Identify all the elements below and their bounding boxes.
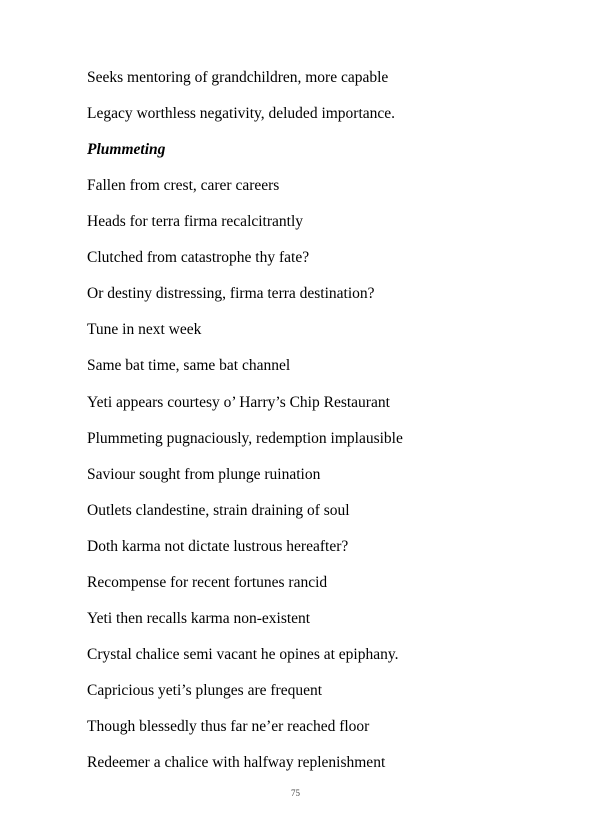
poem-line-11: Saviour sought from plunge ruination — [87, 466, 321, 483]
poem-line-6: Or destiny distressing, firma terra destination? — [87, 285, 375, 302]
poem-line-10: Plummeting pugnaciously, redemption implausible — [87, 430, 403, 447]
poem-line-4: Heads for terra firma recalcitrantly — [87, 213, 304, 230]
poem-line-13: Doth karma not dictate lustrous hereafter? — [87, 538, 349, 555]
poem-line-14: Recompense for recent fortunes rancid — [87, 574, 328, 591]
section-heading: Plummeting — [87, 141, 166, 158]
poem-line-7: Tune in next week — [87, 321, 202, 338]
poem-line-8: Same bat time, same bat channel — [87, 357, 291, 374]
poem-line-17: Capricious yeti’s plunges are frequent — [87, 682, 323, 699]
poem-line-16: Crystal chalice semi vacant he opines at epiphany. — [87, 646, 399, 663]
poem-line-3: Fallen from crest, carer careers — [87, 177, 280, 194]
poem-line-2: Legacy worthless negativity, deluded importance. — [87, 105, 396, 122]
poem-line-1: Seeks mentoring of grandchildren, more capable — [87, 69, 389, 86]
poem-line-9: Yeti appears courtesy o’ Harry’s Chip Restaurant — [87, 394, 390, 411]
poem-line-5: Clutched from catastrophe thy fate? — [87, 249, 310, 266]
poem-line-12: Outlets clandestine, strain draining of soul — [87, 502, 350, 519]
poem-line-18: Though blessedly thus far ne’er reached floor — [87, 718, 370, 735]
poem-line-15: Yeti then recalls karma non-existent — [87, 610, 311, 627]
poem-line-19: Redeemer a chalice with halfway replenishment — [87, 754, 386, 771]
page-number: 75 — [291, 788, 300, 798]
